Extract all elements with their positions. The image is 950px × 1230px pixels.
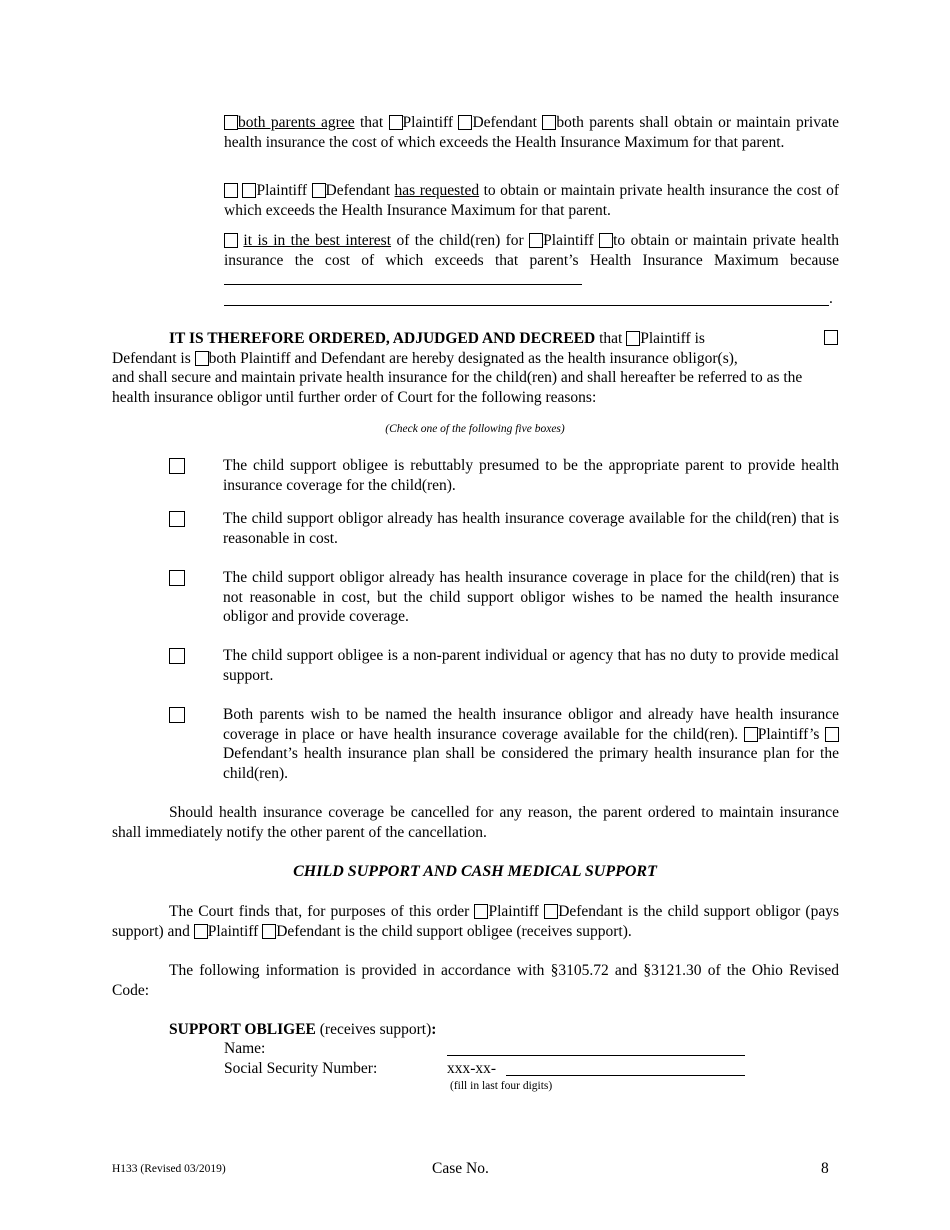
because-second-line[interactable]: [224, 290, 829, 306]
option-1-checkbox[interactable]: [169, 458, 185, 474]
option-4-checkbox[interactable]: [169, 648, 185, 664]
finds-paragraph: The Court finds that, for purposes of this order Plaintiff Defendant is the child support obligor (pays support) and Plaintiff Defendant is the child support obligee (receives support).: [112, 903, 840, 940]
obligee-plaintiff-checkbox[interactable]: [194, 924, 208, 939]
order-paragraph: IT IS THEREFORE ORDERED, ADJUDGED AND DECREED that Plaintiff is Defendant is both Plaintiff and Defendant are hereby designated as the health insurance obligor(s), and shall secure and maintain private health insurance for the child(ren) and shall hereafter be referred to as the health insurance obligor until further order of Court for the following reasons:: [112, 329, 838, 407]
option-5-plaintiff-checkbox[interactable]: [744, 727, 758, 742]
option-3-checkbox[interactable]: [169, 570, 185, 586]
order-heading: IT IS THEREFORE ORDERED, ADJUDGED AND DECREED: [169, 330, 596, 347]
agree-plaintiff-checkbox[interactable]: [389, 115, 403, 130]
ssn-prefix: xxx-xx-: [447, 1060, 497, 1077]
because-period: .: [829, 290, 833, 307]
requested-defendant-checkbox[interactable]: [312, 183, 326, 198]
order-both-checkbox[interactable]: [195, 351, 209, 366]
page-number: 8: [821, 1160, 829, 1177]
ssn-field[interactable]: [506, 1060, 745, 1076]
section-title: CHILD SUPPORT AND CASH MEDICAL SUPPORT: [293, 863, 657, 880]
agree-defendant-checkbox[interactable]: [458, 115, 472, 130]
option-2-checkbox[interactable]: [169, 511, 185, 527]
check-instruction: (Check one of the following five boxes): [385, 423, 565, 435]
reason-has-requested: Plaintiff Defendant has requested to obtain or maintain private health insurance the cost of which exceeds the Health Insurance Maximum for that parent.: [224, 182, 839, 219]
order-defendant-checkbox[interactable]: [824, 330, 838, 345]
obligee-defendant-checkbox[interactable]: [262, 924, 276, 939]
reason-best-interest: it is in the best interest of the child(ren) for Plaintiff to obtain or maintain private health insurance the cost of which exceeds that parent’s Health Insurance Maximum because: [224, 231, 839, 291]
agree-both-checkbox[interactable]: [542, 115, 556, 130]
obligor-plaintiff-checkbox[interactable]: [474, 904, 488, 919]
both-agree-checkbox[interactable]: [224, 115, 238, 130]
option-5-checkbox[interactable]: [169, 707, 185, 723]
name-field[interactable]: [447, 1040, 745, 1056]
name-label: Name:: [224, 1040, 266, 1057]
form-id: H133 (Revised 03/2019): [112, 1163, 226, 1175]
ssn-label: Social Security Number:: [224, 1060, 378, 1077]
cancel-paragraph: Should health insurance coverage be cancelled for any reason, the parent ordered to maintain insurance shall immediately notify the other parent of the cancellation.: [112, 804, 839, 841]
best-interest-defendant-checkbox[interactable]: [599, 233, 613, 248]
requested-checkbox[interactable]: [224, 183, 238, 198]
ssn-hint: (fill in last four digits): [450, 1080, 553, 1092]
reason-both-agree: both parents agree that Plaintiff Defendant both parents shall obtain or maintain private health insurance the cost of which exceeds the Health Insurance Maximum for that parent.: [224, 114, 840, 151]
requested-plaintiff-checkbox[interactable]: [242, 183, 256, 198]
option-5-defendant-checkbox[interactable]: [825, 727, 839, 742]
order-plaintiff-checkbox[interactable]: [626, 331, 640, 346]
obligor-defendant-checkbox[interactable]: [544, 904, 558, 919]
both-agree-label: both parents agree: [238, 114, 355, 131]
info-paragraph: The following information is provided in accordance with §3105.72 and §3121.30 of the Ohio Revised Code:: [112, 962, 839, 999]
best-interest-plaintiff-checkbox[interactable]: [529, 233, 543, 248]
because-blank-line[interactable]: [224, 270, 582, 285]
best-interest-checkbox[interactable]: [224, 233, 238, 248]
obligee-heading: SUPPORT OBLIGEE (receives support):: [169, 1021, 437, 1038]
case-number-label: Case No.: [432, 1160, 489, 1177]
